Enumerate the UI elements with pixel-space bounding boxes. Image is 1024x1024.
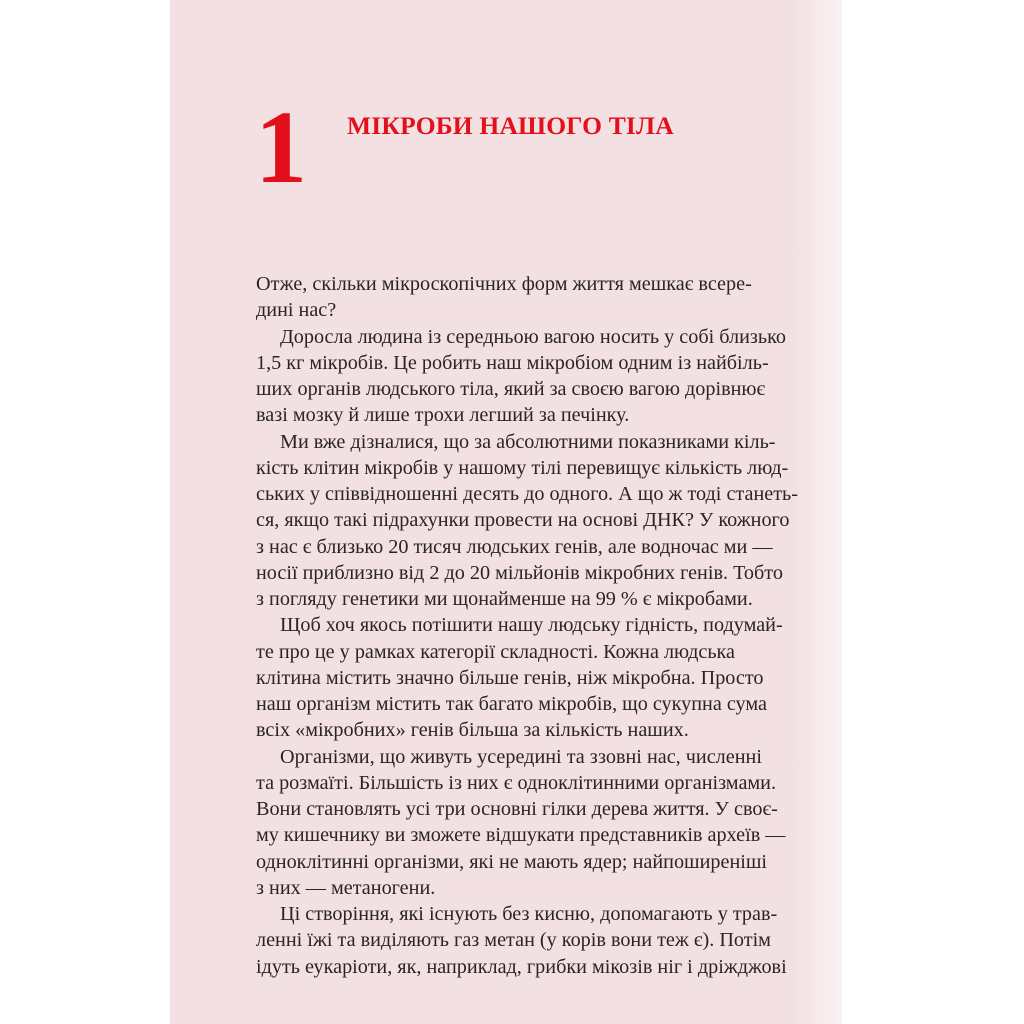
text-line: та розмаїті. Більшість із них є одноклітинними організмами. xyxy=(256,771,777,794)
text-line: з погляду генетики ми щонайменше на 99 % є мікробами. xyxy=(256,588,753,610)
text-line: з них — метаногени. xyxy=(256,876,436,899)
text-line: клітина містить значно більше генів, ніж мікробна. Просто xyxy=(256,666,764,689)
text-line: носії приблизно від 2 до 20 мільйонів мікробних генів. Тобто xyxy=(256,561,783,584)
body-text xyxy=(256,271,812,980)
chapter-number: 1 xyxy=(255,90,307,205)
chapter-title: МІКРОБИ НАШОГО ТІЛА xyxy=(347,111,674,140)
text-line: вазі мозку й лише трохи легший за печінку. xyxy=(256,404,630,427)
text-line: те про це у рамках категорії складності. Кожна людська xyxy=(256,640,735,663)
text-line: одноклітинні організми, які не мають ядер; найпоширеніші xyxy=(256,850,768,873)
text-line: ших органів людського тіла, який за своєю вагою дорівнює xyxy=(256,378,766,400)
text-line: ленні їжі та виділяють газ метан (у корів вони теж є). Потім xyxy=(256,929,771,952)
text-line: Вони становлять усі три основні гілки дерева життя. У своє- xyxy=(256,798,778,820)
text-line: Організми, що живуть усередині та ззовні нас, численні xyxy=(280,745,762,768)
text-line: Отже, скільки мікроскопічних форм життя мешкає всере- xyxy=(256,273,752,295)
text-line: Доросла людина із середньою вагою носить у собі близько xyxy=(280,325,786,348)
text-line: ських у співвідношенні десять до одного. А що ж тоді станеть- xyxy=(256,483,798,505)
text-line: Щоб хоч якось потішити нашу людську гідність, подумай- xyxy=(280,614,783,637)
text-line: кість клітин мікробів у нашому тілі перевищує кількість люд- xyxy=(256,456,789,479)
text-line: ідуть еукаріоти, як, наприклад, грибки мікозів ніг і дріжджові xyxy=(256,955,787,978)
text-line: ся, якщо такі підрахунки провести на основі ДНК? У кожного xyxy=(256,509,790,532)
text-line: наш організм містить так багато мікробів, що сукупна сума xyxy=(256,693,767,715)
text-line: му кишечнику ви зможете відшукати представників археїв — xyxy=(256,824,786,847)
text-line: всіх «мікробних» генів більша за кількість наших. xyxy=(256,719,689,742)
text-line: 1,5 кг мікробів. Це робить наш мікробіом одним із найбіль- xyxy=(256,351,769,374)
text-line: з нас є близько 20 тисяч людських генів, але водночас ми — xyxy=(256,535,773,558)
text-line: Ці створіння, які існують без кисню, допомагають у трав- xyxy=(280,903,778,925)
text-line: Ми вже дізналися, що за абсолютними показниками кіль- xyxy=(280,430,776,453)
text-line: дині нас? xyxy=(256,299,337,322)
